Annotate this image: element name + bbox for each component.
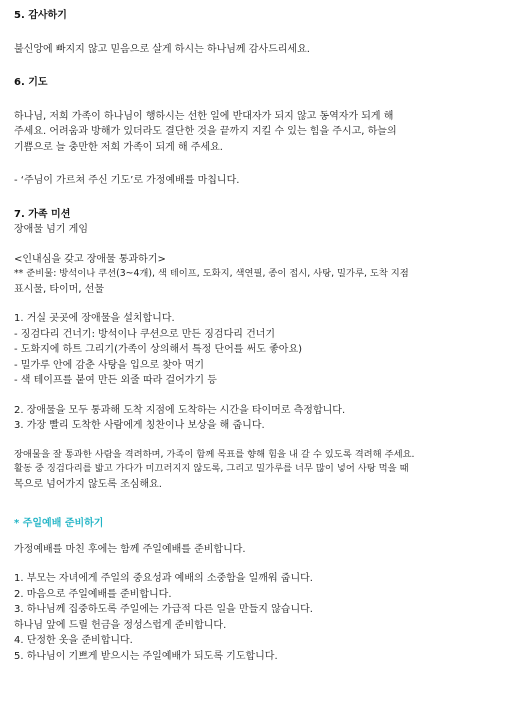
prayer-line: 주세요. 어려움과 방해가 있더라도 결단한 것을 끝까지 지킬 수 있는 힘을 주시고, 하늘의 [14, 126, 397, 137]
steps-list [14, 311, 506, 389]
mission-subtitle: 장애물 넘기 게임 [14, 224, 88, 235]
sunday-prep-intro: 가정예배를 마친 후에는 함께 주일예배를 준비합니다. [14, 543, 246, 555]
supplies-line: ** 준비물: 방석이나 쿠션(3~4개), 색 테이프, 도화지, 색연필, 종이 접시, 사탕, 밀가루, 도착 지점 [14, 268, 409, 279]
sunday-prep-list [14, 571, 506, 664]
list-item: 4. 단정한 옷을 준비합니다. [14, 635, 133, 646]
list-item: 3. 하나님께 집중하도록 주일에는 가급적 다른 일을 만들지 않습니다. [14, 604, 313, 615]
activity-title: <인내심을 갖고 장애물 통과하기> [14, 253, 166, 265]
section-5-body: 불신앙에 빠지지 않고 믿음으로 살게 하시는 하나님께 감사드리세요. [14, 43, 310, 55]
prayer-line: 하나님, 저희 가족이 하나님이 행하시는 선한 일에 반대자가 되지 않고 동역자가 되게 해 [14, 110, 394, 122]
section-6-heading: 6. 기도 [14, 77, 48, 88]
steps-list-2 [14, 403, 506, 434]
supplies-line: 표시물, 타이머, 선물 [14, 283, 104, 295]
step-item: 1. 거실 곳곳에 장애물을 설치합니다. [14, 313, 175, 324]
safety-note [14, 448, 506, 493]
sunday-prep-heading: * 주일예배 준비하기 [14, 518, 104, 529]
step-item: - 색 테이프를 붙여 만든 외줄 따라 걸어가기 등 [14, 375, 217, 386]
step-item: 2. 장애물을 모두 통과해 도착 지점에 도착하는 시간을 타이머로 측정합니다. [14, 404, 346, 416]
list-item: 1. 부모는 자녀에게 주일의 중요성과 예배의 소중함을 일깨워 줍니다. [14, 573, 313, 584]
step-item: - 도화지에 하트 그리기(가족이 상의해서 특정 단어를 써도 좋아요) [14, 344, 303, 355]
step-item: - 밀가루 안에 감춘 사탕을 입으로 찾아 먹기 [14, 359, 205, 371]
closing-prayer-note: - ‘주님이 가르쳐 주신 기도’로 가정예배를 마칩니다. [14, 175, 240, 186]
step-item: 3. 가장 빨리 도착한 사람에게 칭찬이나 보상을 해 줍니다. [14, 420, 265, 431]
note-line: 목으로 넘어가지 않도록 조심해요. [14, 478, 162, 490]
note-line: 장애물을 잘 통과한 사람을 격려하며, 가족이 함께 목표를 향해 힘을 내 갈 수 있도록 격려해 주세요. [14, 448, 415, 460]
note-line: 활동 중 징검다리를 밟고 가다가 미끄러지지 않도록, 그리고 밀가루를 너무 많이 넣어 사탕 먹을 때 [14, 463, 409, 474]
section-7-heading: 7. 가족 미션 [14, 208, 71, 220]
list-item: 5. 하나님이 기쁘게 받으시는 주일예배가 되도록 기도합니다. [14, 650, 278, 662]
list-item: 하나님 앞에 드릴 헌금을 정성스럽게 준비합니다. [14, 619, 227, 631]
list-item: 2. 마음으로 주일예배를 준비합니다. [14, 588, 172, 600]
prayer-line: 기쁨으로 늘 충만한 저희 가족이 되게 해 주세요. [14, 141, 223, 153]
section-5-heading: 5. 감사하기 [14, 10, 67, 21]
prayer-text [14, 109, 506, 156]
supplies-list [14, 267, 506, 297]
step-item: - 징검다리 건너기: 방석이나 쿠션으로 만든 징검다리 건너기 [14, 328, 276, 340]
